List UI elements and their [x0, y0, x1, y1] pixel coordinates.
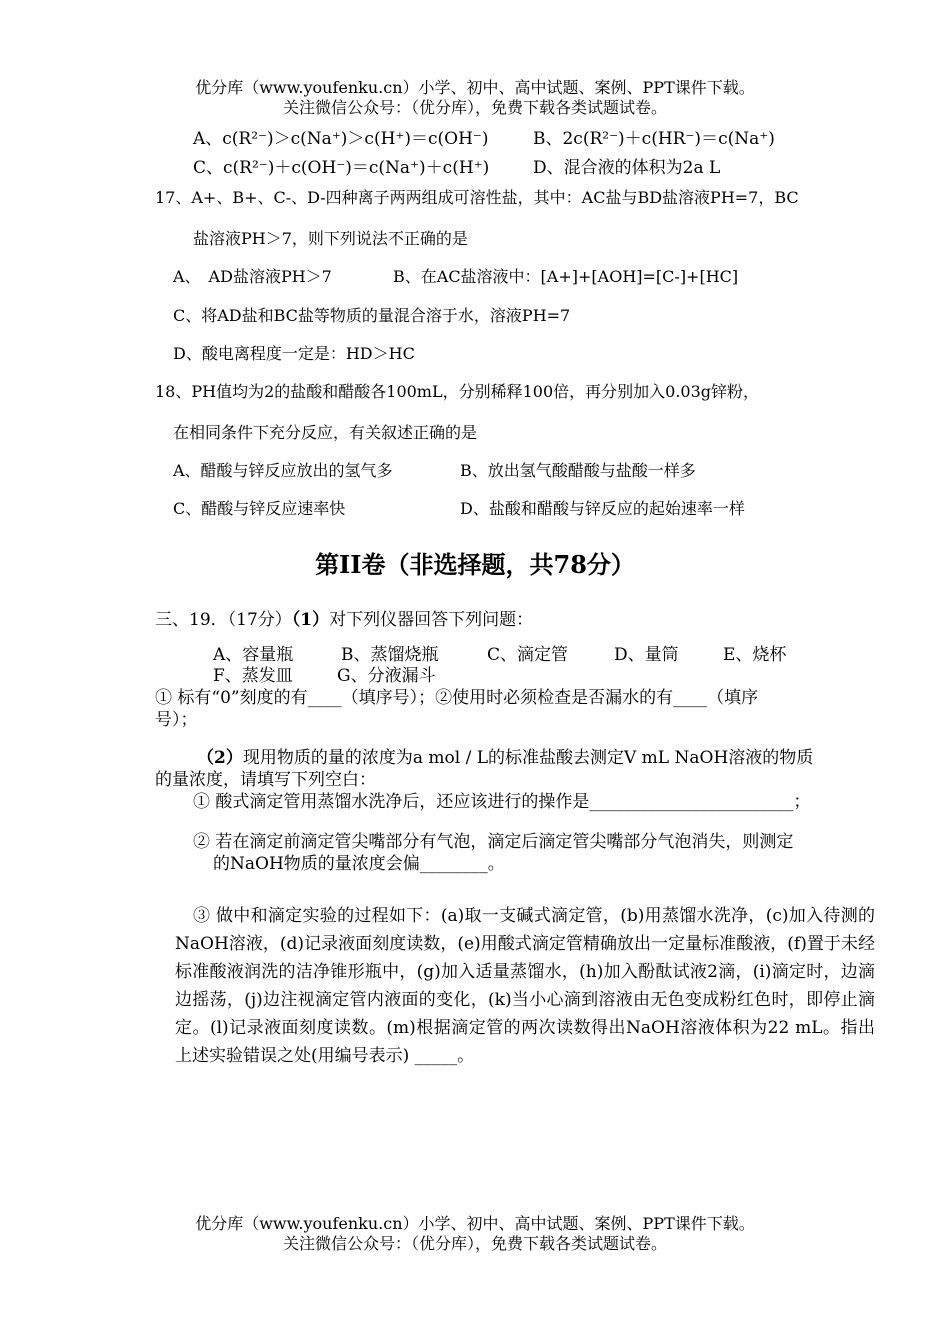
- q19-part2-line-1: [197, 746, 813, 770]
- section-title: 第II卷（非选择题，共78分）: [315, 550, 635, 579]
- q16-option-d: D、混合液的体积为2a L: [533, 158, 721, 178]
- q19-instrument-e: E、烧杯: [723, 645, 787, 665]
- q19-instrument-a: A、容量瓶: [213, 645, 294, 665]
- q19-heading: [155, 608, 533, 632]
- q19-prefix: 三、19．（17分）: [155, 610, 292, 630]
- q17-option-b: B、在AC盐溶液中：[A+]+[AOH]=[C-]+[HC]: [393, 267, 739, 286]
- header-line-2: 关注微信公众号：（优分库），免费下载各类试题试卷。: [282, 98, 667, 117]
- q19-sub1-line-2: 号）；: [155, 710, 198, 730]
- q18-option-a: A、醋酸与锌反应放出的氢气多: [173, 461, 393, 480]
- q16-option-c: C、c(R²⁻)＋c(OH⁻)＝c(Na⁺)＋c(H⁺): [193, 158, 490, 178]
- q17-stem-line-1: 17、A+、B+、C-、D-四种离子两两组成可溶性盐，其中：AC盐与BD盐溶液PH=7，BC: [155, 188, 799, 207]
- q19-item-3: ③ 做中和滴定实验的过程如下：(a)取一支碱式滴定管，(b)用蒸馏水洗净，(c)加入待测的NaOH溶液，(d)记录液面刻度读数，(e)用酸式滴定管精确放出一定量标准酸液，(f)置于未经标准酸液润洗的洁净锥形瓶中，(g)加入适量蒸馏水，(h)加入酚酞试液2滴，(i)滴定时，边滴边摇荡，(j)边注视滴定管内液面的变化，(k)当小心滴到溶液由无色变成粉红色时，即停止滴定。(l)记录液面刻度读数。(m)根据滴定管的两次读数得出NaOH溶液体积为22 mL。指出上述实验错误之处(用编号表示) _____。: [175, 906, 875, 1066]
- q18-option-b: B、放出氢气酸醋酸与盐酸一样多: [460, 461, 696, 480]
- q19-instrument-c: C、滴定管: [487, 645, 569, 665]
- q18-option-d: D、盐酸和醋酸与锌反应的起始速率一样: [460, 499, 745, 518]
- footer-line-1: 优分库（www.youfenku.cn）小学、初中、高中试题、案例、PPT课件下载。: [195, 1214, 755, 1233]
- q19-instrument-b: B、蒸馏烧瓶: [341, 645, 439, 665]
- q19-instrument-f: F、蒸发皿: [213, 666, 293, 686]
- q19-part1-label: （1）: [291, 610, 330, 630]
- q19-instrument-g: G、分液漏斗: [337, 666, 436, 686]
- q17-stem-line-2: 盐溶液PH＞7，则下列说法不正确的是: [193, 229, 468, 248]
- q16-option-a: A、c(R²⁻)＞c(Na⁺)＞c(H⁺)＝c(OH⁻): [193, 129, 489, 149]
- q18-stem-line-1: 18、PH值均为2的盐酸和醋酸各100mL，分别稀释100倍，再分别加入0.03g锌粉，: [155, 382, 760, 401]
- q17-option-d: D、酸电离程度一定是：HD＞HC: [173, 344, 415, 363]
- q17-option-a: A、 AD盐溶液PH＞7: [173, 267, 332, 286]
- q19-item-2-line-2: 的NaOH物质的量浓度会偏________。: [213, 854, 505, 874]
- header-line-1: 优分库（www.youfenku.cn）小学、初中、高中试题、案例、PPT课件下载。: [195, 78, 755, 97]
- q19-part2-line-2: 的量浓度，请填写下列空白：: [155, 770, 376, 790]
- q19-sub1-line-1: ① 标有“0”刻度的有____（填序号）；②使用时必须检查是否漏水的有____（填序: [155, 688, 759, 708]
- q16-option-b: B、2c(R²⁻)＋c(HR⁻)＝c(Na⁺): [533, 129, 775, 149]
- q18-option-c: C、醋酸与锌反应速率快: [173, 499, 346, 518]
- q19-item-1: ① 酸式滴定管用蒸馏水洗净后，还应该进行的操作是________________________；: [193, 792, 811, 812]
- q19-part1-stem: 对下列仪器回答下列问题：: [329, 610, 534, 630]
- q19-part2-label: （2）: [197, 748, 243, 768]
- q17-option-c: C、将AD盐和BC盐等物质的量混合溶于水，溶液PH=7: [173, 306, 571, 325]
- q18-stem-line-2: 在相同条件下充分反应，有关叙述正确的是: [173, 423, 478, 442]
- footer-line-2: 关注微信公众号：（优分库），免费下载各类试题试卷。: [282, 1234, 667, 1253]
- q19-item-2-line-1: ② 若在滴定前滴定管尖嘴部分有气泡，滴定后滴定管尖嘴部分气泡消失，则测定: [193, 832, 794, 852]
- q19-part2-text: 现用物质的量的浓度为a mol / L的标准盐酸去测定V mL NaOH溶液的物质: [242, 748, 814, 768]
- q19-instrument-d: D、量筒: [614, 645, 679, 665]
